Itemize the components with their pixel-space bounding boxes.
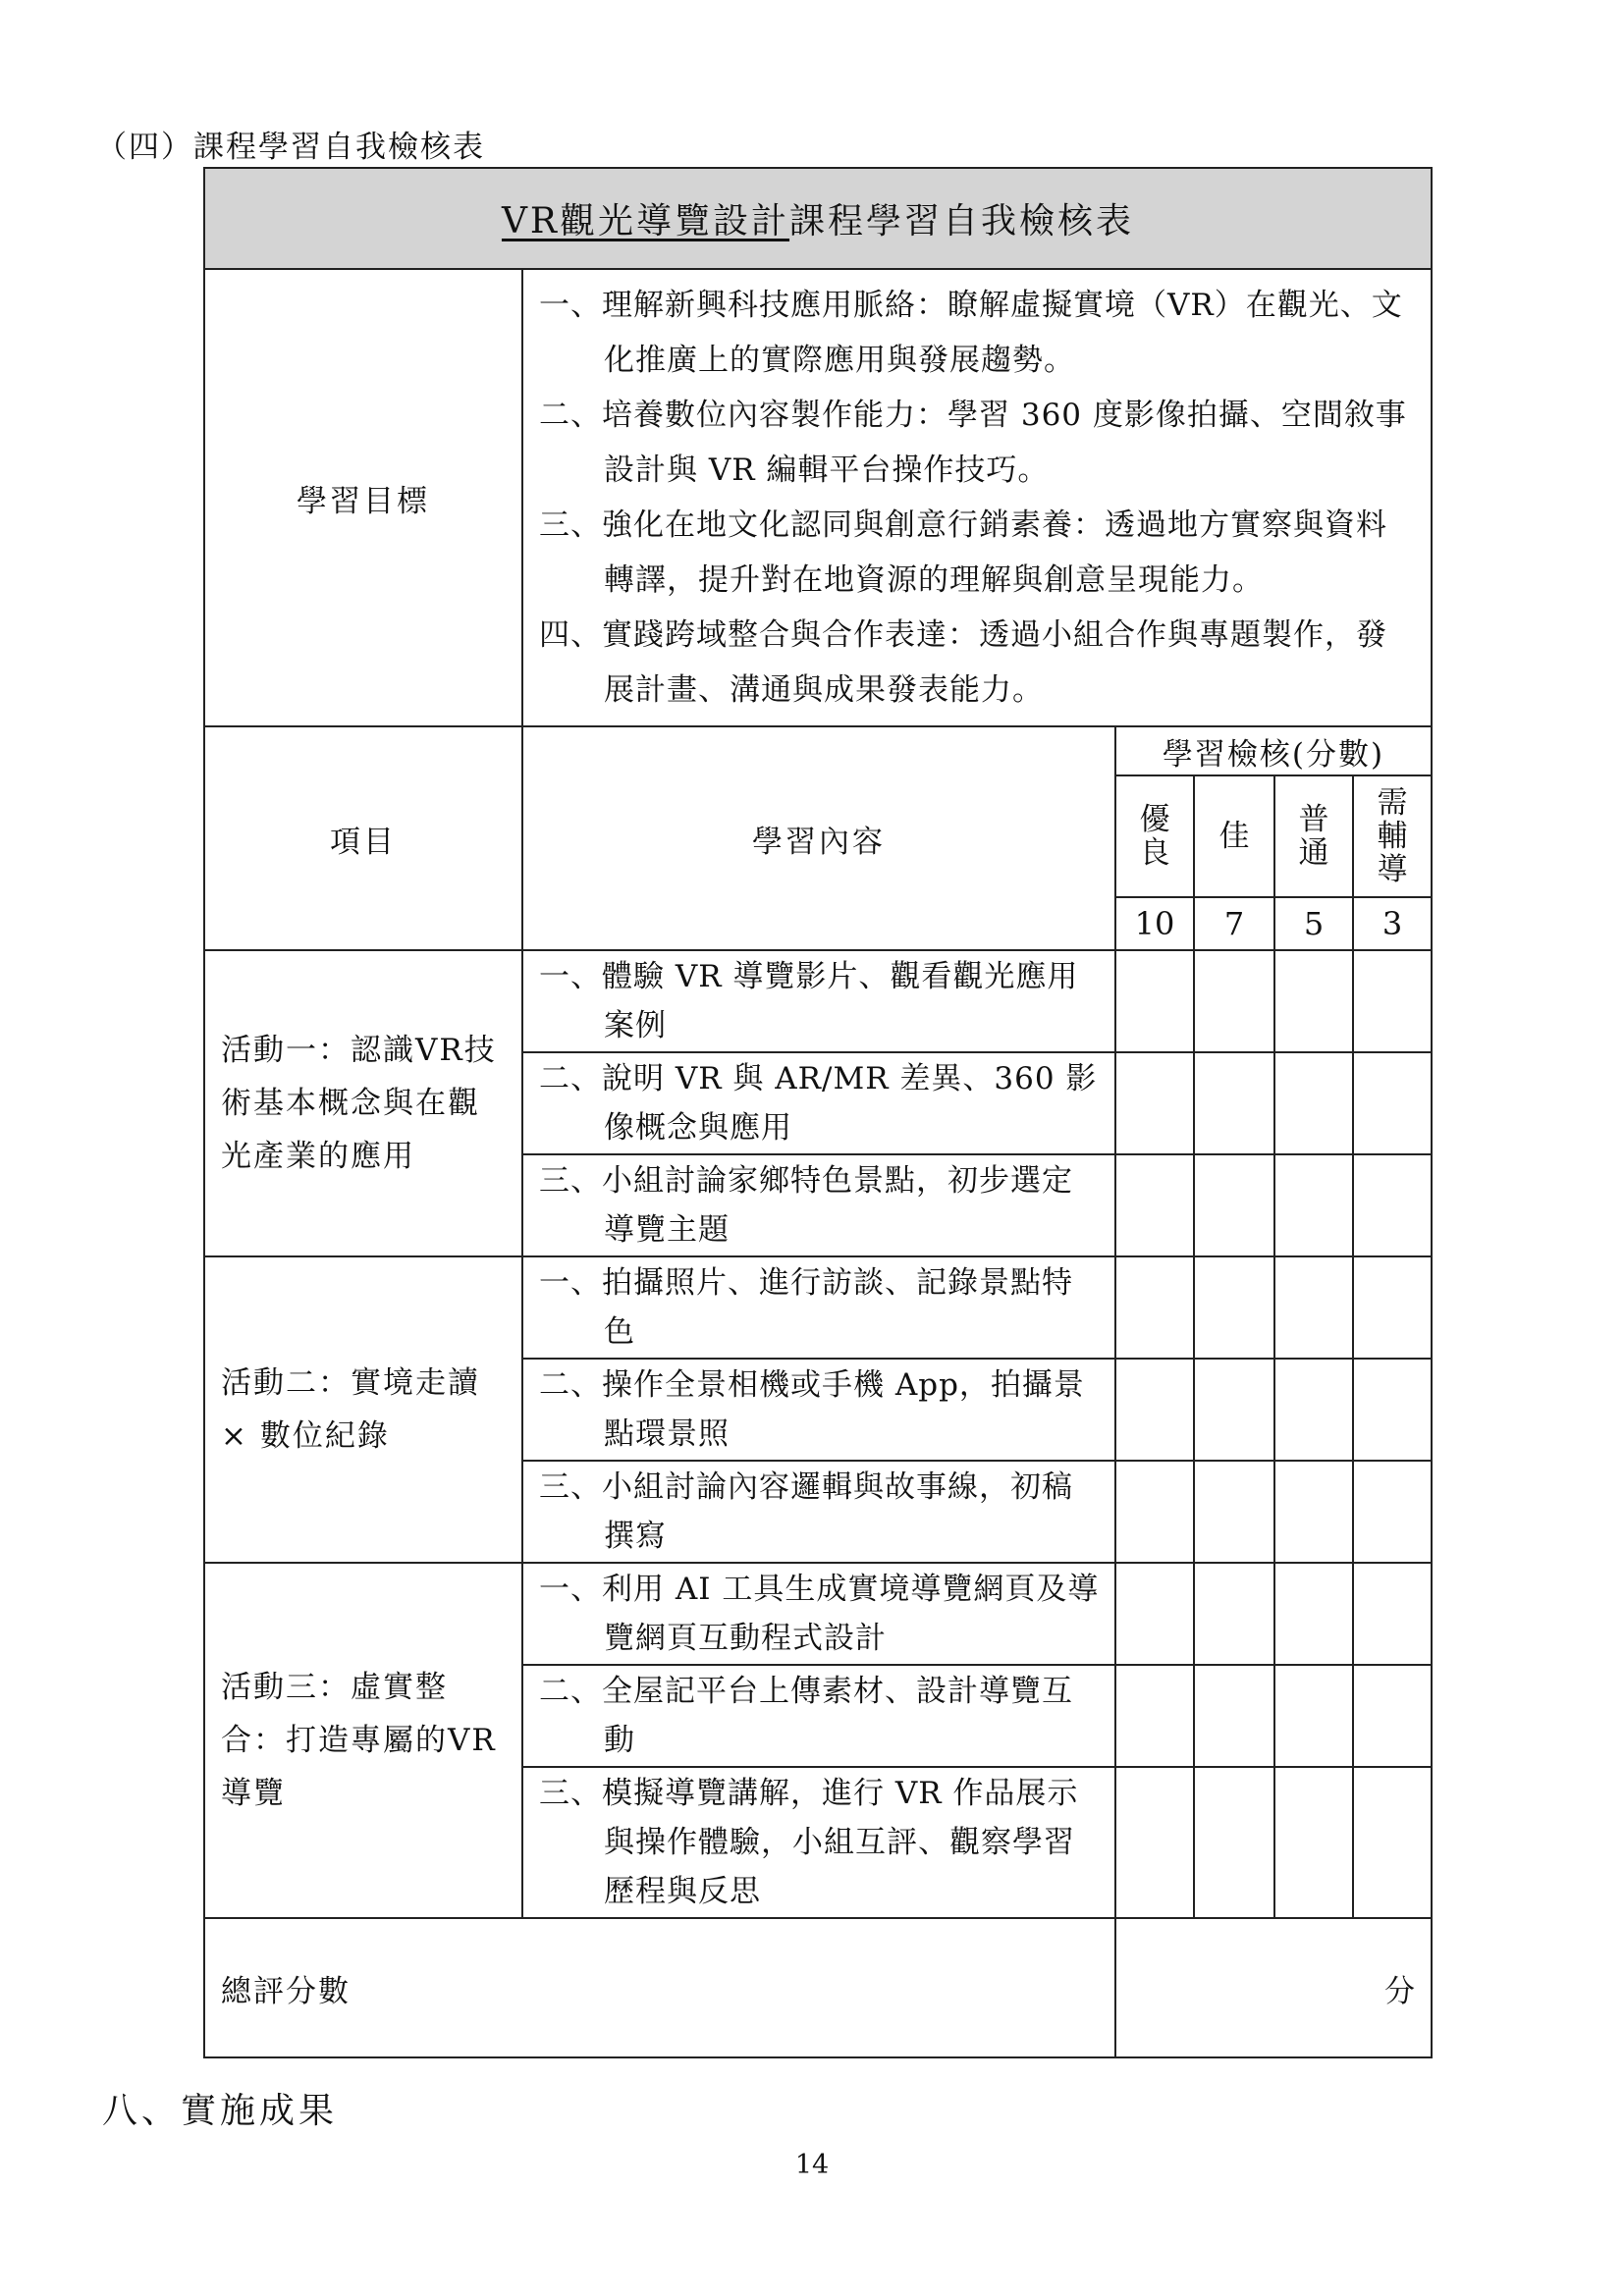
goals-row — [204, 269, 1432, 726]
title-underlined: VR觀光導覽設計 — [501, 201, 790, 241]
score-cell[interactable] — [1274, 1359, 1353, 1461]
activity-2-content-3: 三、小組討論內容邏輯與故事線，初稿撰寫 — [522, 1461, 1115, 1563]
score-cell[interactable] — [1274, 950, 1353, 1052]
score-cell[interactable] — [1115, 1052, 1194, 1154]
goal-item-2: 二、培養數位內容製作能力：學習 360 度影像拍攝、空間敘事設計與 VR 編輯平台操作技巧。 — [539, 398, 1407, 488]
score-cell[interactable] — [1194, 950, 1274, 1052]
level-good: 佳 — [1194, 775, 1274, 897]
self-check-table — [203, 167, 1433, 2058]
activity-3-content-3: 三、模擬導覽講解，進行 VR 作品展示與操作體驗，小組互評、觀察學習歷程與反思 — [522, 1767, 1115, 1918]
activity-3-content-2: 二、全屋記平台上傳素材、設計導覽互動 — [522, 1665, 1115, 1767]
goal-item-1: 一、理解新興科技應用脈絡：瞭解虛擬實境（VR）在觀光、文化推廣上的實際應用與發展趨勢。 — [539, 288, 1403, 378]
score-cell[interactable] — [1274, 1461, 1353, 1563]
activity-3-content-1: 一、利用 AI 工具生成實境導覽網頁及導覽網頁互動程式設計 — [522, 1563, 1115, 1665]
score-cell[interactable] — [1115, 1461, 1194, 1563]
score-cell[interactable] — [1194, 1767, 1274, 1918]
points-needs-guidance: 3 — [1353, 897, 1432, 950]
activity-2-row-1 — [204, 1256, 1432, 1359]
header-row-1 — [204, 726, 1432, 775]
score-cell[interactable] — [1115, 1563, 1194, 1665]
section-eight-heading: 八、實施成果 — [102, 2091, 339, 2131]
activity-2-content-1: 一、拍攝照片、進行訪談、記錄景點特色 — [522, 1256, 1115, 1359]
points-excellent: 10 — [1115, 897, 1194, 950]
score-cell[interactable] — [1274, 1052, 1353, 1154]
goals-list — [522, 269, 1432, 726]
activity-1-name: 活動一：認識VR技術基本概念與在觀光產業的應用 — [204, 950, 522, 1256]
score-cell[interactable] — [1353, 1665, 1432, 1767]
score-cell[interactable] — [1353, 1052, 1432, 1154]
points-good: 7 — [1194, 897, 1274, 950]
title-row — [204, 168, 1432, 269]
score-cell[interactable] — [1115, 1767, 1194, 1918]
score-cell[interactable] — [1115, 1256, 1194, 1359]
score-cell[interactable] — [1353, 1767, 1432, 1918]
score-cell[interactable] — [1115, 1154, 1194, 1256]
level-needs-guidance: 需輔導 — [1353, 775, 1432, 897]
activity-1-row-1 — [204, 950, 1432, 1052]
score-cell[interactable] — [1194, 1359, 1274, 1461]
activity-3-row-1 — [204, 1563, 1432, 1665]
level-excellent: 優良 — [1115, 775, 1194, 897]
score-cell[interactable] — [1115, 1665, 1194, 1767]
activity-1-content-2: 二、說明 VR 與 AR/MR 差異、360 影像概念與應用 — [522, 1052, 1115, 1154]
score-cell[interactable] — [1274, 1563, 1353, 1665]
header-content: 學習內容 — [522, 726, 1115, 950]
score-cell[interactable] — [1194, 1052, 1274, 1154]
score-cell[interactable] — [1115, 950, 1194, 1052]
score-cell[interactable] — [1353, 1461, 1432, 1563]
score-cell[interactable] — [1353, 1154, 1432, 1256]
page-number: 14 — [794, 2150, 830, 2180]
goal-item-4: 四、實踐跨域整合與合作表達：透過小組合作與專題製作，發展計畫、溝通與成果發表能力。 — [539, 617, 1387, 708]
activity-2-name: 活動二：實境走讀 × 數位紀錄 — [204, 1256, 522, 1563]
score-cell[interactable] — [1194, 1665, 1274, 1767]
header-score-group: 學習檢核(分數) — [1115, 726, 1432, 775]
score-cell[interactable] — [1353, 1359, 1432, 1461]
activity-2-content-2: 二、操作全景相機或手機 App，拍攝景點環景照 — [522, 1359, 1115, 1461]
total-label: 總評分數 — [204, 1918, 1115, 2057]
score-cell[interactable] — [1353, 1563, 1432, 1665]
score-cell[interactable] — [1194, 1256, 1274, 1359]
header-item: 項目 — [204, 726, 522, 950]
score-cell[interactable] — [1194, 1154, 1274, 1256]
level-average: 普通 — [1274, 775, 1353, 897]
score-cell[interactable] — [1274, 1154, 1353, 1256]
goals-label: 學習目標 — [204, 269, 522, 726]
title-rest: 課程學習自我檢核表 — [789, 201, 1135, 241]
score-cell[interactable] — [1274, 1767, 1353, 1918]
score-cell[interactable] — [1194, 1461, 1274, 1563]
total-score-field[interactable] — [1115, 1918, 1432, 2057]
score-cell[interactable] — [1274, 1665, 1353, 1767]
goal-item-3: 三、強化在地文化認同與創意行銷素養：透過地方實察與資料轉譯，提升對在地資源的理解與創意呈現能力。 — [539, 507, 1387, 598]
activity-1-content-1: 一、體驗 VR 導覽影片、觀看觀光應用案例 — [522, 950, 1115, 1052]
score-cell[interactable] — [1274, 1256, 1353, 1359]
section-heading: （四）課程學習自我檢核表 — [96, 130, 485, 165]
score-cell[interactable] — [1353, 1256, 1432, 1359]
score-cell[interactable] — [1115, 1359, 1194, 1461]
activity-1-content-3: 三、小組討論家鄉特色景點，初步選定導覽主題 — [522, 1154, 1115, 1256]
table-title — [204, 168, 1432, 269]
score-cell[interactable] — [1353, 950, 1432, 1052]
activity-3-name: 活動三：虛實整合：打造專屬的VR導覽 — [204, 1563, 522, 1918]
points-average: 5 — [1274, 897, 1353, 950]
total-row — [204, 1918, 1432, 2057]
score-cell[interactable] — [1194, 1563, 1274, 1665]
total-unit: 分 — [1384, 1973, 1415, 2009]
